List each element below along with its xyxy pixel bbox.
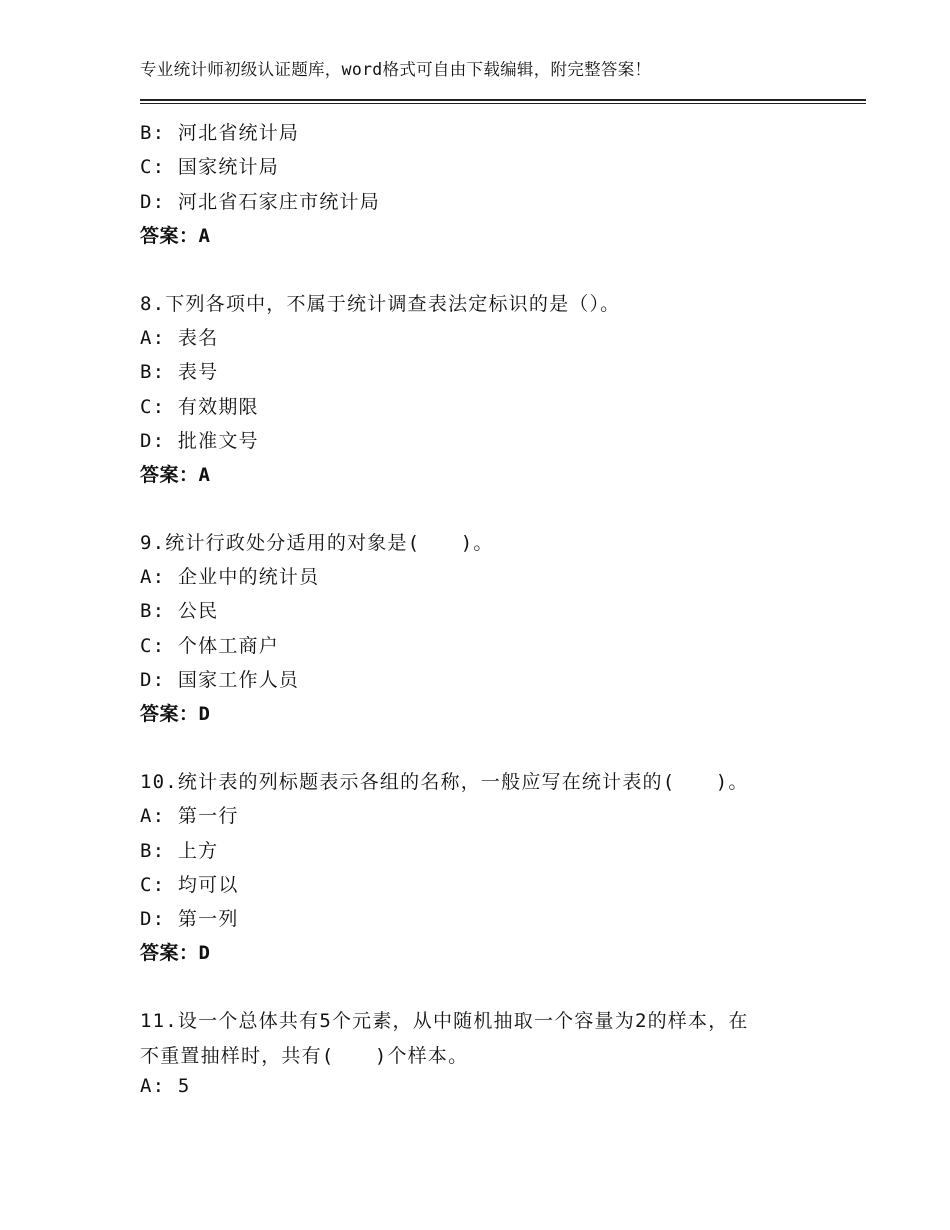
answer: 答案：D bbox=[140, 703, 211, 725]
option-a: A: 第一行 bbox=[140, 805, 239, 827]
option-c: C: 国家统计局 bbox=[140, 156, 279, 178]
header-rule-thick bbox=[140, 99, 866, 101]
question-text-line-2: 不重置抽样时，共有( )个样本。 bbox=[140, 1045, 469, 1067]
option-d: D: 第一列 bbox=[140, 908, 239, 930]
option-b: B: 公民 bbox=[140, 600, 219, 622]
question-text: 10.统计表的列标题表示各组的名称，一般应写在统计表的( )。 bbox=[140, 771, 749, 793]
question-text: 9.统计行政处分适用的对象是( )。 bbox=[140, 532, 494, 554]
option-b: B: 表号 bbox=[140, 361, 219, 383]
answer: 答案：A bbox=[140, 464, 211, 486]
option-a: A: 表名 bbox=[140, 327, 219, 349]
answer: 答案：D bbox=[140, 942, 211, 964]
option-d: D: 河北省石家庄市统计局 bbox=[140, 191, 380, 213]
option-c: C: 均可以 bbox=[140, 874, 239, 896]
answer: 答案：A bbox=[140, 225, 211, 247]
option-c: C: 有效期限 bbox=[140, 396, 259, 418]
question-text: 8.下列各项中，不属于统计调查表法定标识的是（）。 bbox=[140, 293, 621, 315]
option-d: D: 批准文号 bbox=[140, 430, 259, 452]
option-c: C: 个体工商户 bbox=[140, 635, 279, 657]
option-a: A: 企业中的统计员 bbox=[140, 566, 320, 588]
option-d: D: 国家工作人员 bbox=[140, 669, 300, 691]
question-text-line-1: 11.设一个总体共有5个元素，从中随机抽取一个容量为2的样本，在 bbox=[140, 1010, 749, 1032]
header-title: 专业统计师初级认证题库，word格式可自由下载编辑，附完整答案！ bbox=[140, 60, 652, 79]
option-a: A: 5 bbox=[140, 1075, 191, 1097]
option-b: B: 上方 bbox=[140, 840, 219, 862]
option-b: B: 河北省统计局 bbox=[140, 122, 300, 144]
header-rule-thin bbox=[140, 103, 866, 104]
